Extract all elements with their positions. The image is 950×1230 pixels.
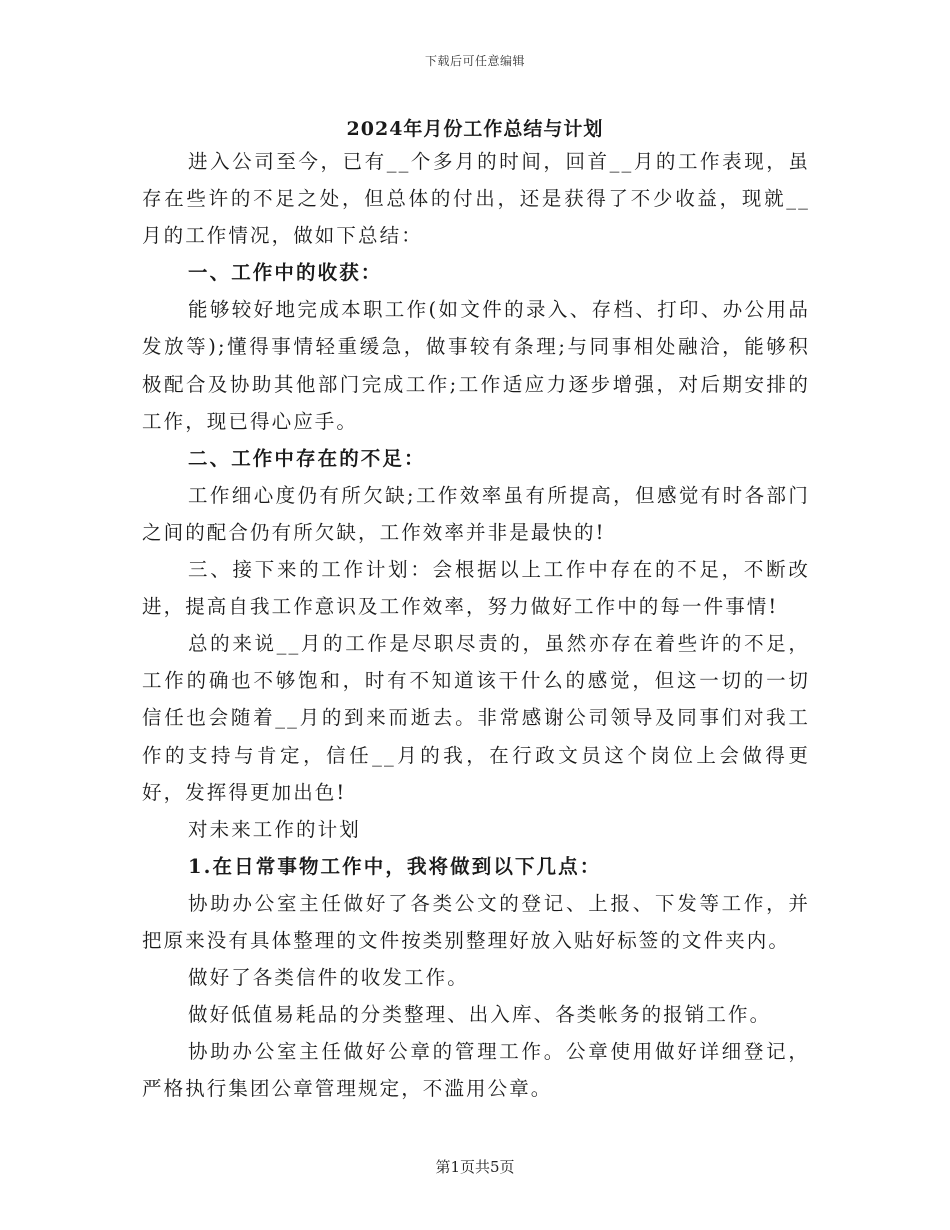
intro-paragraph: 进入公司至今，已有__个多月的时间，回首__月的工作表现，虽存在些许的不足之处，但总体的付出，还是获得了不少收益，现就__月的工作情况，做如下总结： xyxy=(142,150,810,248)
list-item: 做好了各类信件的收发工作。 xyxy=(188,966,469,990)
list-item: 做好低值易耗品的分类整理、出入库、各类帐务的报销工作。 xyxy=(188,1003,772,1027)
gains-paragraph: 能够较好地完成本职工作(如文件的录入、存档、打印、办公用品发放等);懂得事情轻重缓急，做事较有条理;与同事相处融洽，能够积极配合及协助其他部门完成工作;工作适应力逐步增强，对后期安排的工作，现已得心应手。 xyxy=(142,298,810,433)
shortcomings-paragraph: 工作细心度仍有所欠缺;工作效率虽有所提高，但感觉有时各部门之间的配合仍有所欠缺，工作效率并非是最快的! xyxy=(142,483,810,544)
list-item: 协助办公室主任做好了各类公文的登记、上报、下发等工作，并把原来没有具体整理的文件按类别整理好放入贴好标签的文件夹内。 xyxy=(142,891,810,952)
future-plan-heading: 对未来工作的计划 xyxy=(188,817,361,841)
daily-affairs-heading: 1.在日常事物工作中，我将做到以下几点： xyxy=(188,854,602,878)
document-title: 2024年月份工作总结与计划 xyxy=(346,118,604,140)
section-heading-shortcomings: 二、工作中存在的不足： xyxy=(188,446,426,470)
list-item: 协助办公室主任做好公章的管理工作。公章使用做好详细登记，严格执行集团公章管理规定，不滥用公章。 xyxy=(142,1040,810,1101)
next-plan-paragraph: 三、接下来的工作计划：会根据以上工作中存在的不足，不断改进，提高自我工作意识及工作效率，努力做好工作中的每一件事情! xyxy=(142,558,810,619)
page-footer: 第1页共5页 xyxy=(435,1158,515,1176)
header-note: 下载后可任意编辑 xyxy=(424,54,525,68)
summary-paragraph: 总的来说__月的工作是尽职尽责的，虽然亦存在着些许的不足，工作的确也不够饱和，时有不知道该干什么的感觉，但这一切的一切信任也会随着__月的到来而逝去。非常感谢公司领导及同事们对我工作的支持与肯定，信任__月的我，在行政文员这个岗位上会做得更好，发挥得更加出色! xyxy=(142,632,810,804)
section-heading-gains: 一、工作中的收获： xyxy=(188,261,383,285)
document-body xyxy=(142,143,810,1107)
